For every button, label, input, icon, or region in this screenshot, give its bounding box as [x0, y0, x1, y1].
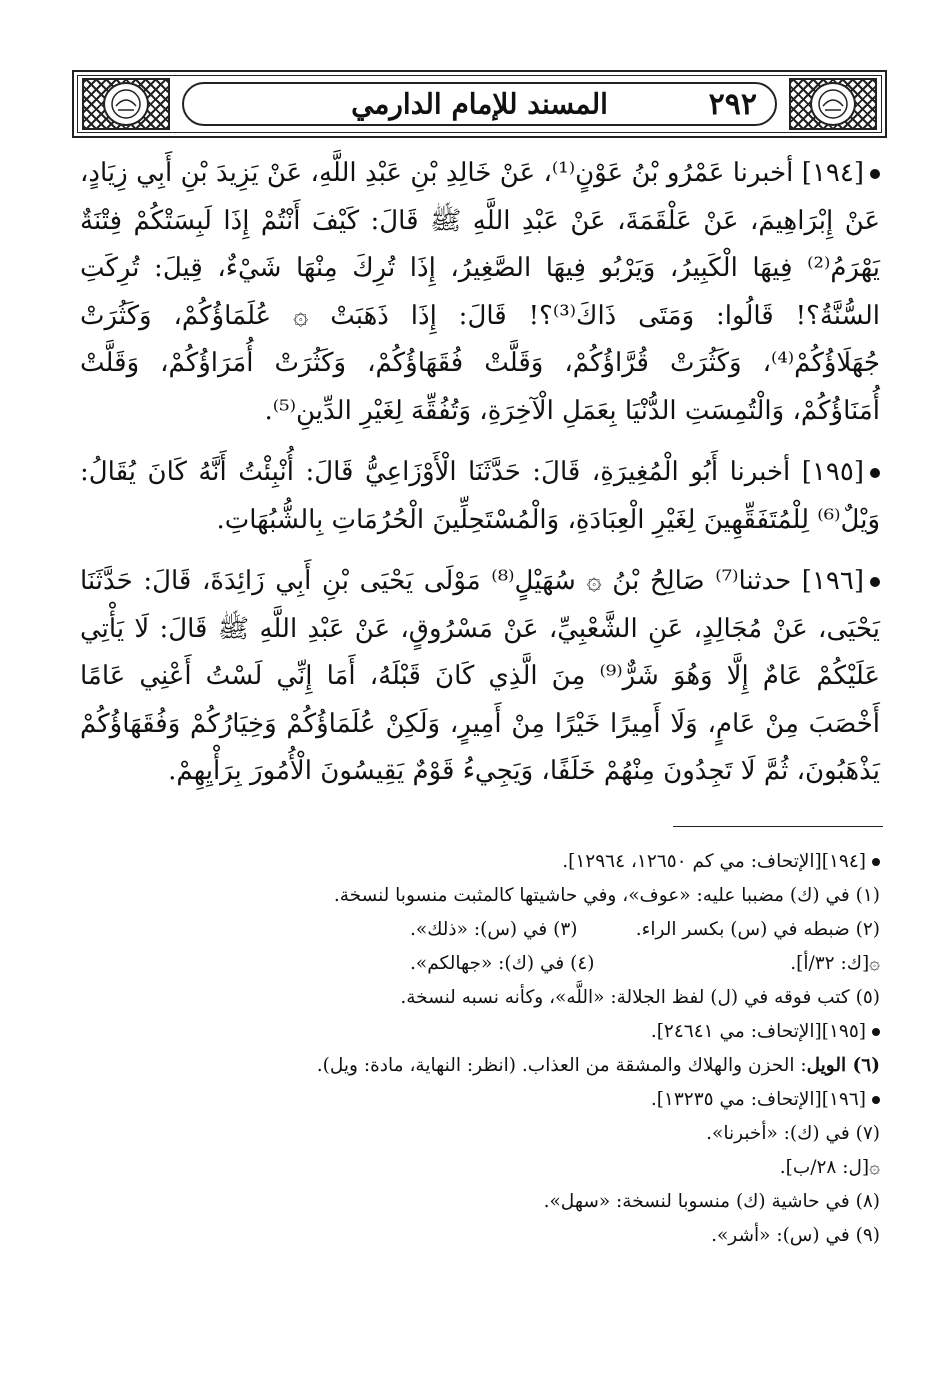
footnote-row-k-4 [410, 947, 880, 981]
header-banner [182, 80, 777, 128]
hadith-194 [80, 150, 880, 435]
bullet-icon [870, 169, 880, 179]
seal-icon [103, 82, 149, 126]
footnote-196-source: [١٩٦][الإتحاف: مي ١٣٢٣٥]. [170, 1083, 880, 1117]
page-header [72, 70, 887, 138]
left-ornament-icon [82, 78, 170, 130]
footnote-k32: ۞[ك: ٣٢/أ]. [790, 953, 880, 974]
footnote-2: (٢) ضبطه في (س) بكسر الراء. [635, 919, 880, 940]
footnote-3: (٣) في (س): «ذلك». [410, 919, 578, 940]
hadith-196 [80, 558, 880, 796]
hadith-text: [١٩٤] أخبرنا عَمْرُو بْنُ عَوْنٍ⁽¹⁾، عَنْ خَالِدِ بْنِ عَبْدِ اللَّهِ، عَنْ يَزِيدَ بْنِ أَبِي زِيَادٍ، عَنْ إِبْرَاهِيمَ، عَنْ عَلْقَمَةَ، عَنْ عَبْدِ اللَّهِ ﷺ قَالَ: كَيْفَ أَنْتُمْ إِذَا لَبِسَتْكُمْ فِتْنَةٌ يَهْرَمُ⁽²⁾ فِيهَا الْكَبِيرُ، وَيَرْبُو فِيهَا الصَّغِيرُ، إِذَا تُرِكَ مِنْهَا شَيْءٌ، قِيلَ: تُرِكَتِ السُّنَّةُ؟! قَالُوا: وَمَتَى ذَاكَ⁽³⁾؟! قَالَ: إِذَا ذَهَبَتْ ۞ عُلَمَاؤُكُمْ، وَكَثُرَتْ جُهَلَاؤُكُمْ⁽⁴⁾، وَكَثُرَتْ قُرَّاؤُكُمْ، وَقَلَّتْ فُقَهَاؤُكُمْ، وَكَثُرَتْ أُمَرَاؤُكُمْ، وَقَلَّتْ أُمَنَاؤُكُمْ، وَالْتُمِسَتِ الدُّنْيَا بِعَمَلِ الْآخِرَةِ، وَتُفُقِّهَ لِغَيْرِ الدِّينِ⁽⁵⁾. [80, 158, 880, 426]
footnote-1: (١) في (ك) مضببا عليه: «عوف»، وفي حاشيتها كالمثبت منسوبا لنسخة. [333, 885, 880, 906]
footnote-l28: ۞[ل: ٢٨/ب]. [779, 1157, 880, 1178]
bullet-icon [870, 577, 880, 587]
right-ornament-icon [789, 78, 877, 130]
hadith-text: [١٩٥] أخبرنا أَبُو الْمُغِيرَةِ، قَالَ: حَدَّثَنَا الْأَوْزَاعِيُّ قَالَ: أُنْبِئْتُ أَنَّهُ كَانَ يُقَالُ: وَيْلٌ⁽⁶⁾ لِلْمُتَفَقِّهِينَ لِغَيْرِ الْعِبَادَةِ، وَالْمُسْتَحِلِّينَ الْحُرُمَاتِ بِالشُّبُهَاتِ. [80, 457, 880, 535]
hadith-text: [١٩٦] حدثنا⁽⁷⁾ صَالِحُ بْنُ ۞ سُهَيْلٍ⁽⁸⁾ مَوْلَى يَحْيَى بْنِ أَبِي زَائِدَةَ، قَالَ: حَدَّثَنَا يَحْيَى، عَنْ مُجَالِدٍ، عَنِ الشَّعْبِيِّ، عَنْ مَسْرُوقٍ، عَنْ عَبْدِ اللَّهِ ﷺ قَالَ: لَا يَأْتِي عَلَيْكُمْ عَامٌ إِلَّا وَهُوَ شَرٌّ⁽⁹⁾ مِنَ الَّذِي كَانَ قَبْلَهُ، أَمَا إِنِّي لَسْتُ أَعْنِي عَامًا أَخْصَبَ مِنْ عَامٍ، وَلَا أَمِيرًا خَيْرًا مِنْ أَمِيرٍ، وَلَكِنْ عُلَمَاؤُكُمْ وَخِيَارُكُمْ وَفُقَهَاؤُكُمْ يَذْهَبُونَ، ثُمَّ لَا تَجِدُونَ مِنْهُمْ خَلَفًا، وَيَجِيءُ قَوْمٌ يَقِيسُونَ الْأُمُورَ بِرَأْيِهِمْ. [80, 566, 880, 786]
bullet-icon [870, 468, 880, 478]
footnote-5: (٥) كتب فوقه في (ل) لفظ الجلالة: «اللَّه»، وكأنه نسبه لنسخة. [400, 987, 880, 1008]
footnote-row-2-3 [410, 913, 880, 947]
seal-icon [810, 82, 856, 126]
footnote-4: (٤) في (ك): «جهالكم». [410, 953, 595, 974]
footnotes [170, 845, 880, 1253]
bullet-icon [872, 1096, 880, 1104]
footnote-9: (٩) في (س): «أشر». [711, 1225, 880, 1246]
page-number: ٢٩٢ [708, 86, 757, 122]
main-text [80, 150, 880, 810]
footnote-7: (٧) في (ك): «أخبرنا». [706, 1123, 880, 1144]
hadith-195 [80, 449, 880, 544]
bullet-icon [872, 858, 880, 866]
footnote-6: (٦) الويل: الحزن والهلاك والمشقة من العذاب. (انظر: النهاية، مادة: ويل). [316, 1055, 880, 1076]
footnote-195-source: [١٩٥][الإتحاف: مي ٢٤٦٤١]. [170, 1015, 880, 1049]
book-title: المسند للإمام الدارمي [351, 87, 608, 121]
bullet-icon [872, 1028, 880, 1036]
footnote-194-source: [١٩٤][الإتحاف: مي كم ١٢٦٥٠، ١٢٩٦٤]. [170, 845, 880, 879]
footnote-divider [673, 826, 883, 827]
footnote-8: (٨) في حاشية (ك) منسوبا لنسخة: «سهل». [543, 1191, 880, 1212]
